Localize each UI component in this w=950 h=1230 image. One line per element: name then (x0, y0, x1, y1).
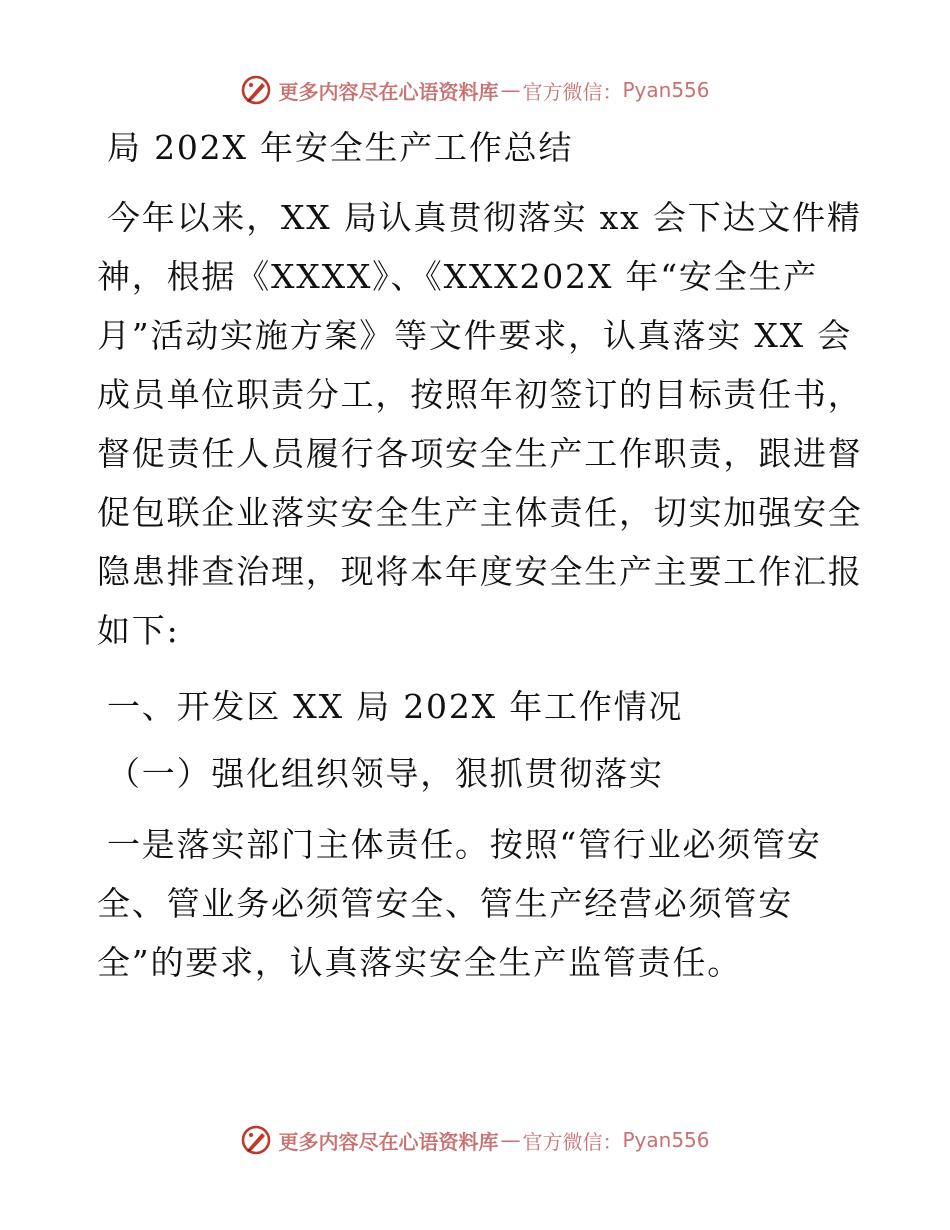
watermark-brand-text: 更多内容尽在心语资料库 (278, 1129, 499, 1154)
watermark-wechat-label: 官方微信： (522, 79, 623, 104)
section-heading: 一、开发区 XX 局 202X 年工作情况 (107, 687, 684, 726)
header-watermark (0, 70, 950, 110)
paragraph-line: 隐患排查治理，现将本年度安全生产主要工作汇报 (97, 552, 863, 591)
watermark-wechat-id: Pyan556 (622, 78, 710, 102)
paragraph-line: 一是落实部门主体责任。按照“管行业必须管安 (107, 825, 822, 864)
watermark-wechat-label: 官方微信： (522, 1129, 623, 1154)
watermark-brand-text: 更多内容尽在心语资料库 (278, 79, 499, 104)
watermark-separator: — (500, 1128, 521, 1152)
paragraph-line: 促包联企业落实安全生产主体责任，切实加强安全 (97, 493, 863, 532)
paragraph-line: 月”活动实施方案》等文件要求，认真落实 XX 会 (97, 316, 853, 355)
watermark-separator: — (500, 78, 521, 102)
pen-logo-icon (240, 1124, 272, 1156)
paragraph-line: 神，根据《XXXX》、《XXX202X 年“安全生产 (97, 257, 819, 296)
document-body (97, 118, 863, 992)
watermark-wechat-id: Pyan556 (622, 1128, 710, 1152)
paragraph-line: 今年以来，XX 局认真贯彻落实 xx 会下达文件精 (107, 198, 862, 237)
paragraph-line: 全、管业务必须管安全、管生产经营必须管安 (97, 884, 793, 923)
paragraph-line: 全”的要求，认真落实安全生产监管责任。 (97, 943, 743, 982)
footer-watermark (0, 1120, 950, 1160)
paragraph-line: 督促责任人员履行各项安全生产工作职责，跟进督 (97, 434, 863, 473)
paragraph-line: 如下: (97, 611, 180, 650)
pen-logo-icon (240, 74, 272, 106)
intro-paragraph (97, 188, 863, 660)
point-paragraph (97, 815, 857, 992)
subsection-heading: （一）强化组织领导，狠抓贯彻落实 (107, 754, 664, 793)
paragraph-line: 成员单位职责分工，按照年初签订的目标责任书， (97, 375, 863, 414)
document-title: 局 202X 年安全生产工作总结 (107, 128, 574, 167)
